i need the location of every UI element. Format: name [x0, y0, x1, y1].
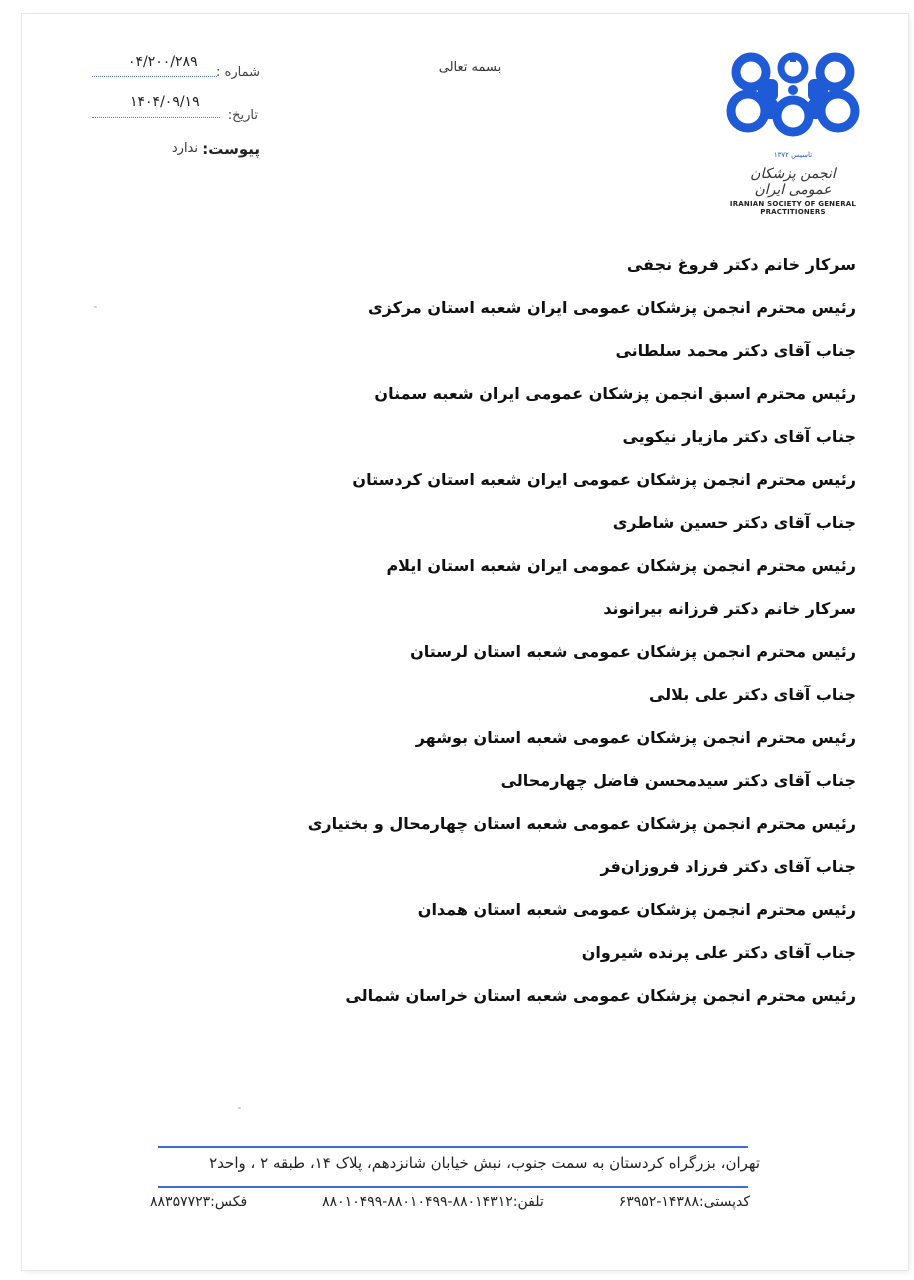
recipient-line: جناب آقای دکتر مازیار نیکویی [622, 427, 856, 446]
number-label: شماره : [216, 65, 260, 80]
recipient-line: رئیس محترم انجمن پزشکان عمومی شعبه استان چهارمحال و بختیاری [307, 814, 856, 833]
footer-middle-rule [158, 1186, 748, 1188]
recipient-line: رئیس محترم انجمن پزشکان عمومی شعبه استان بوشهر [415, 728, 856, 747]
date-value: ۱۴۰۴/۰۹/۱۹ [130, 94, 200, 110]
footer-postal-code: کدپستی:۱۴۳۸۸-۶۳۹۵۲ [618, 1194, 750, 1210]
recipient-line: جناب آقای دکتر علی پرنده شیروان [581, 943, 856, 962]
number-dotted-line [92, 76, 217, 77]
footer-address: تهران، بزرگراه کردستان به سمت جنوب، نبش خیابان شانزدهم، پلاک ۱۴، طبقه ۲ ، واحد۲ [209, 1154, 760, 1172]
recipient-line: رئیس محترم انجمن پزشکان عمومی شعبه استان خراسان شمالی [345, 986, 856, 1005]
recipient-line: رئیس محترم انجمن پزشکان عمومی شعبه استان لرستان [410, 642, 856, 661]
footer-top-rule [158, 1146, 748, 1148]
recipient-line: رئیس محترم انجمن پزشکان عمومی ایران شعبه استان کردستان [352, 470, 856, 489]
logo-english-name: IRANIAN SOCIETY OF GENERAL PRACTITIONERS [729, 200, 857, 216]
logo-established-text: تاسیس ۱۳۷۲ [773, 151, 813, 159]
recipient-line: رئیس محترم انجمن پزشکان عمومی شعبه استان همدان [417, 900, 856, 919]
recipient-line: جناب آقای دکتر محمد سلطانی [615, 341, 856, 360]
recipient-line: جناب آقای دکتر فرزاد فروزان‌فر [600, 857, 856, 876]
recipient-line: رئیس محترم اسبق انجمن پزشکان عمومی ایران شعبه سمنان [374, 384, 856, 403]
recipient-list [307, 250, 856, 1024]
footer-contacts [150, 1194, 750, 1210]
number-value: ۰۴/۲۰۰/۲۸۹ [128, 54, 198, 70]
date-label: تاریخ: [227, 108, 258, 123]
scan-speck [94, 306, 97, 308]
recipient-line: جناب آقای دکتر علی بلالی [648, 685, 856, 704]
recipient-line: جناب آقای دکتر سیدمحسن فاضل چهارمحالی [500, 771, 856, 790]
scan-speck [238, 1107, 241, 1109]
recipient-line: سرکار خانم دکتر فرزانه بیرانوند [603, 599, 856, 618]
basmala-heading: بسمه تعالی [438, 60, 502, 75]
organization-logo [708, 44, 878, 216]
footer-fax: فکس:۸۸۳۵۷۷۲۳ [150, 1194, 248, 1210]
attachment-label: پیوست: [202, 140, 260, 158]
recipient-line: جناب آقای دکتر حسین شاطری [612, 513, 856, 532]
attachment-value: ندارد [171, 141, 198, 156]
date-dotted-line [92, 117, 220, 118]
footer-phone: تلفن:۸۸۰۱۴۳۱۲-۸۸۰۱۰۴۹۹-۸۸۰۱۰۴۹۹ [322, 1194, 544, 1210]
recipient-line: رئیس محترم انجمن پزشکان عمومی ایران شعبه استان مرکزی [368, 298, 856, 317]
logo-persian-name: انجمن پزشکان عمومی ایران [750, 166, 836, 198]
logo-emblem-icon [708, 44, 878, 154]
recipient-line: سرکار خانم دکتر فروغ نجفی [626, 255, 856, 274]
recipient-line: رئیس محترم انجمن پزشکان عمومی ایران شعبه استان ایلام [386, 556, 856, 575]
